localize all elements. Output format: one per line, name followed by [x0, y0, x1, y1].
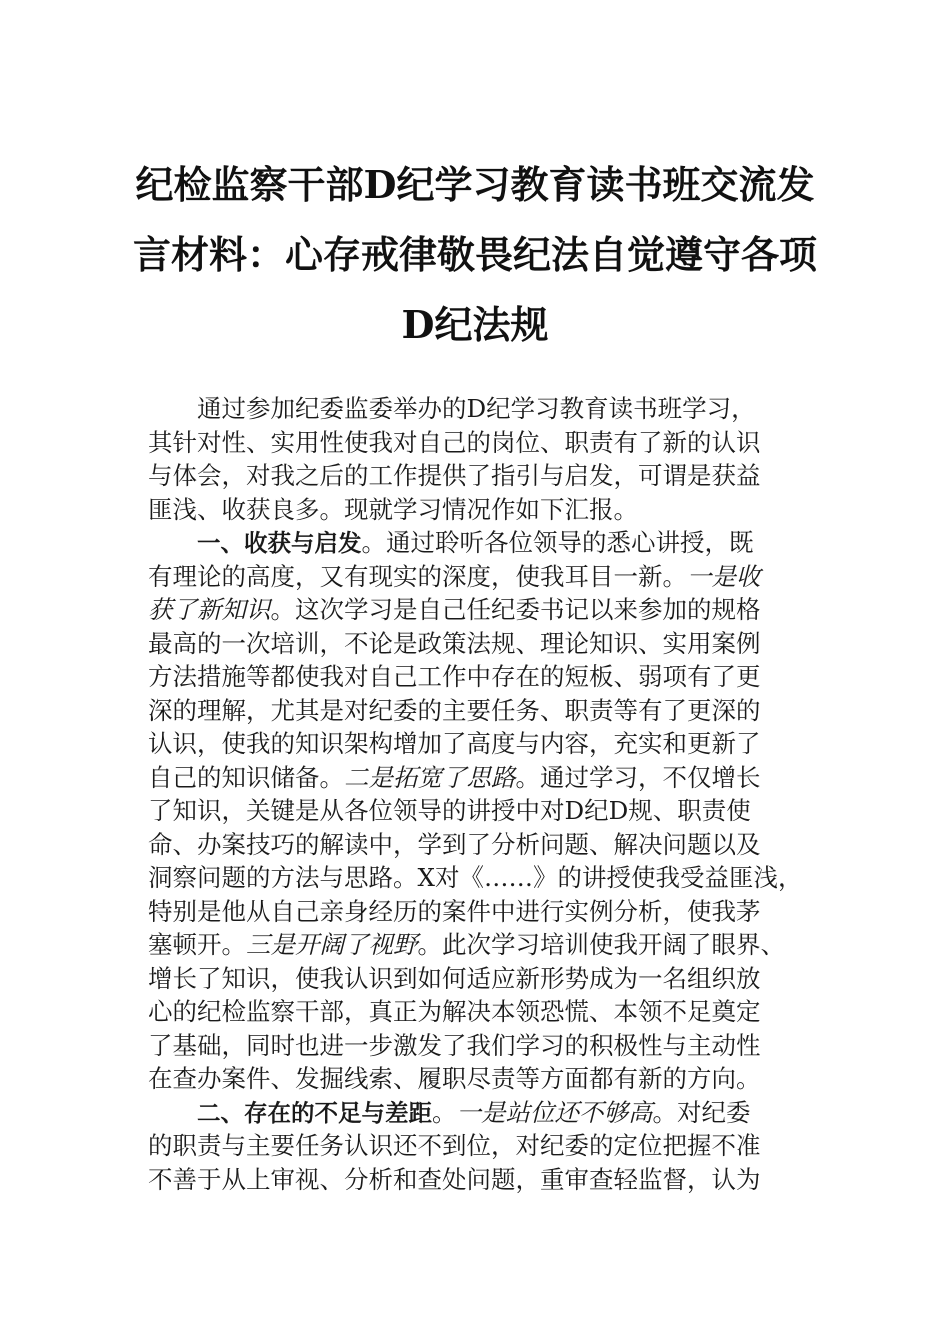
document-title: [130, 150, 820, 360]
text-run: 自己的知识储备。: [148, 762, 344, 792]
section2-line: [148, 1096, 808, 1130]
section1-heading: 一、收获与启发: [197, 529, 362, 557]
emphasis-run: 一是站位还不够高: [456, 1097, 653, 1127]
section1-line: 方法措施等都使我对自己工作中存在的短板、弱项有了更: [148, 662, 761, 691]
section1-line: [148, 526, 808, 560]
intro-line: 通过参加纪委监委举办的D纪学习教育读书班学习，: [197, 394, 756, 423]
section2-line: 的职责与主要任务认识还不到位，对纪委的定位把握不准: [148, 1131, 761, 1160]
section1-line: 特别是他从自己亲身经历的案件中进行实例分析，使我茅: [148, 896, 761, 926]
section1-line: 命、办案技巧的解读中，学到了分析问题、解决问题以及: [148, 829, 761, 859]
emphasis-run: 一是收: [687, 561, 761, 591]
section1-line: 认识，使我的知识架构增加了高度与内容，充实和更新了: [148, 729, 761, 758]
section1-line: 在查办案件、发掘线索、履职尽责等方面都有新的方向。: [148, 1064, 761, 1093]
text-run: 。通过聆听各位领导的悉心讲授，既: [361, 528, 754, 557]
intro-line: 与体会，对我之后的工作提供了指引与启发，可谓是获益: [148, 461, 761, 490]
intro-line: 其针对性、实用性使我对自己的岗位、职责有了新的认识: [148, 427, 761, 457]
title-line-2: 言材料：心存戒律敬畏纪法自觉遵守各项: [132, 232, 817, 277]
section1-line: 增长了知识，使我认识到如何适应新形势成为一名组织放: [148, 963, 761, 993]
section1-line: [148, 560, 808, 594]
section1-line: 洞察问题的方法与思路。X对《……》的讲授使我受益匪浅，: [148, 863, 803, 892]
title-line-1: 纪检监察干部D纪学习教育读书班交流发: [135, 162, 815, 207]
emphasis-run: 三是开阔了视野: [246, 930, 418, 959]
section2-heading: 二、存在的不足与差距: [197, 1098, 432, 1127]
title-line-3: D纪法规: [401, 302, 549, 347]
emphasis-run: 二是拓宽了思路: [344, 762, 516, 792]
text-run: 。对纪委: [652, 1097, 751, 1127]
section1-paragraph: [148, 526, 808, 1096]
text-run: 。此次学习培训使我开阔了眼界、: [417, 930, 785, 959]
section1-line: [148, 593, 808, 627]
section1-line: 深的理解，尤其是对纪委的主要任务、职责等有了更深的: [148, 695, 761, 725]
document-body: [148, 392, 808, 1196]
text-run: 塞顿开。: [148, 930, 246, 959]
section1-line: 心的纪检监察干部，真正为解决本领恐慌、本领不足奠定: [148, 997, 761, 1026]
emphasis-run: 获了新知识: [148, 595, 271, 624]
text-run: 有理论的高度，又有现实的深度，使我耳目一新。: [148, 561, 687, 591]
intro-line: 匪浅、收获良多。现就学习情况作如下汇报。: [148, 494, 638, 524]
section1-line: 了知识，关键是从各位领导的讲授中对D纪D规、职责使: [148, 796, 751, 825]
section2-line: 不善于从上审视、分析和查处问题，重审查轻监督，认为: [148, 1164, 761, 1194]
section1-line: 了基础，同时也进一步激发了我们学习的积极性与主动性: [148, 1030, 761, 1060]
section2-paragraph: [148, 1096, 808, 1197]
section1-line: 最高的一次培训，不论是政策法规、理论知识、实用案例: [148, 628, 761, 658]
intro-paragraph: [148, 392, 808, 526]
text-run: 。: [432, 1097, 457, 1127]
section1-line: [148, 928, 808, 962]
section1-line: [148, 761, 808, 795]
text-run: 。通过学习，不仅增长: [515, 762, 761, 792]
text-run: 。这次学习是自己任纪委书记以来参加的规格: [270, 595, 761, 624]
